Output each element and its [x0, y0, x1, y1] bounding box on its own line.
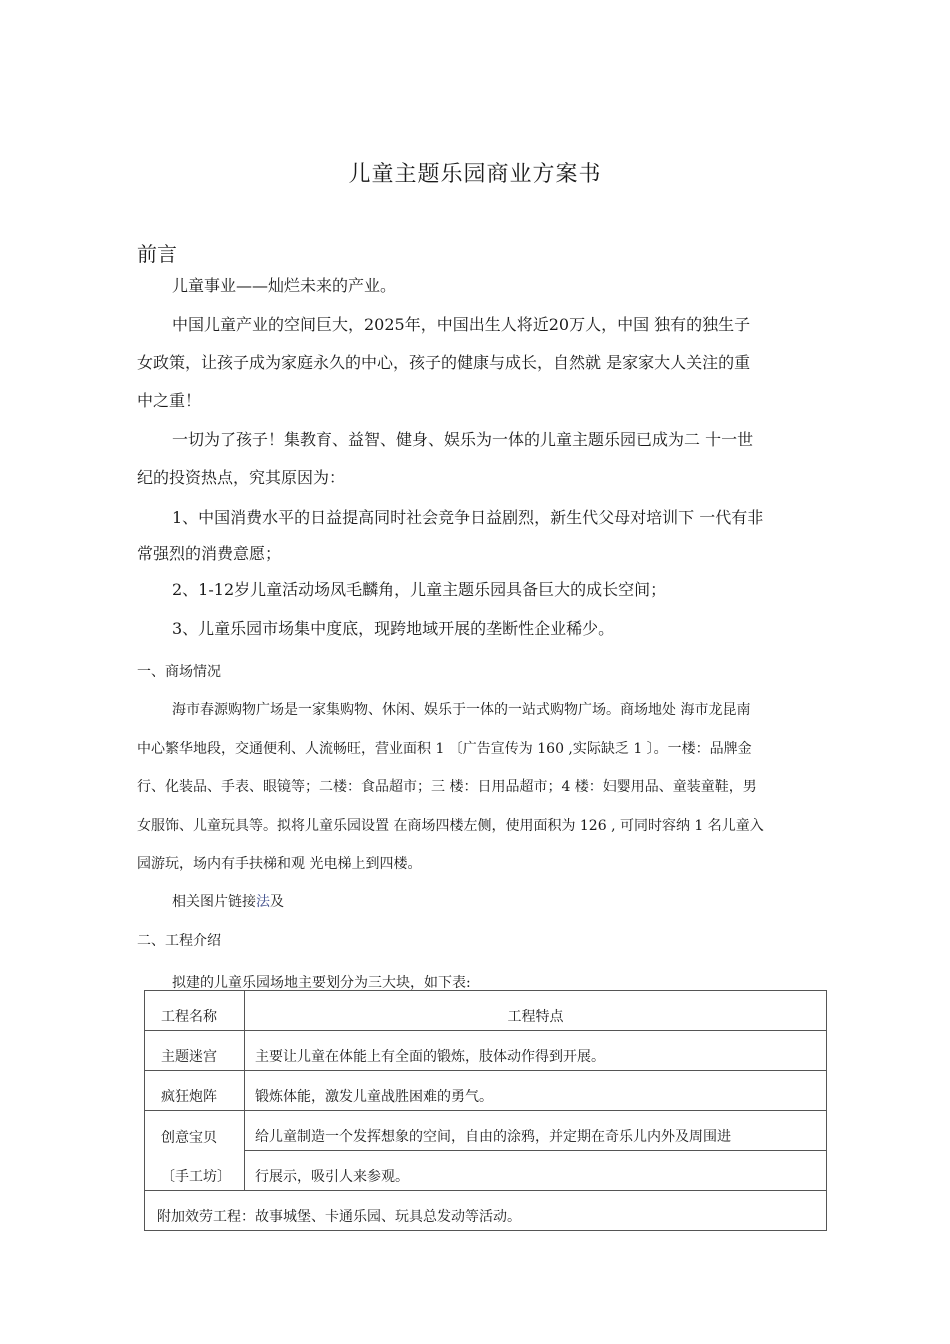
- project-desc-cell: 行展示，吸引人来参观。: [245, 1151, 827, 1191]
- project-name-cell: 〔手工坊〕: [145, 1151, 245, 1191]
- header-cell-features: 工程特点: [245, 991, 827, 1031]
- page-title: 儿童主题乐园商业方案书: [348, 162, 602, 187]
- table-header-row: [145, 991, 827, 1031]
- section1-line: 女服饰、儿童玩具等。拟将儿童乐园设置 在商场四楼左侧，使用面积为 126 , 可同时容纳 1 名儿童入: [137, 818, 764, 834]
- section1-heading: 一、商场情况: [137, 664, 221, 680]
- related-images-prefix: 相关图片链接: [172, 894, 256, 910]
- project-desc-cell: 给儿童制造一个发挥想象的空间，自由的涂鸦，并定期在奇乐儿内外及周围进: [245, 1111, 827, 1151]
- section2-heading: 二、工程介绍: [137, 933, 221, 949]
- section1-line: 海市春源购物广场是一家集购物、休闲、娱乐于一体的一站式购物广场。商场地处 海市龙昆南: [172, 702, 751, 718]
- project-name-cell: 创意宝贝: [145, 1111, 245, 1151]
- project-table: [144, 990, 827, 1231]
- preface-line: 1、中国消费水平的日益提高同时社会竞争日益剧烈，新生代父母对培训下 一代有非: [172, 508, 764, 527]
- preface-heading: 前言: [137, 242, 177, 266]
- related-images-suffix: 及: [270, 894, 284, 910]
- table-row: [145, 1031, 827, 1071]
- additional-services-cell: 附加效劳工程：故事城堡、卡通乐园、玩具总发动等活动。: [145, 1191, 827, 1231]
- preface-line: 儿童事业——灿烂未来的产业。: [172, 276, 397, 295]
- related-images-line: [172, 891, 284, 911]
- preface-line: 女政策，让孩子成为家庭永久的中心，孩子的健康与成长，自然就 是家家大人关注的重: [137, 353, 751, 372]
- preface-line: 中国儿童产业的空间巨大，2025年，中国出生人将近20万人，中国 独有的独生子: [172, 315, 751, 334]
- section1-line: 园游玩，场内有手扶梯和观 光电梯上到四楼。: [137, 856, 422, 872]
- preface-line: 纪的投资热点，究其原因为：: [137, 468, 346, 487]
- header-cell-name: 工程名称: [145, 991, 245, 1031]
- project-desc-cell: 主要让儿童在体能上有全面的锻炼，肢体动作得到开展。: [245, 1031, 827, 1071]
- table-caption: 拟建的儿童乐园场地主要划分为三大块，如下表:: [172, 975, 471, 991]
- related-images-link[interactable]: 法: [256, 894, 270, 910]
- table-row: [145, 1151, 827, 1191]
- project-name-cell: 主题迷宫: [145, 1031, 245, 1071]
- preface-line: 3、儿童乐园市场集中度底，现跨地域开展的垄断性企业稀少。: [172, 619, 615, 638]
- preface-line: 中之重！: [137, 391, 202, 410]
- section1-line: 中心繁华地段，交通便利、人流畅旺，营业面积 1 〔广告宣传为 160 ,实际缺乏 1 〕。一楼：品牌金: [137, 741, 752, 757]
- table-row: [145, 1071, 827, 1111]
- preface-line: 2、1-12岁儿童活动场凤毛麟角，儿童主题乐园具备巨大的成长空间；: [172, 580, 667, 599]
- section1-line: 行、化装品、手表、眼镜等；二楼：食品超市；三 楼：日用品超市；4 楼：妇婴用品、童装童鞋，男: [137, 779, 757, 795]
- preface-line: 常强烈的消费意愿；: [137, 544, 282, 563]
- preface-line: 一切为了孩子！集教育、益智、健身、娱乐为一体的儿童主题乐园已成为二 十一世: [172, 430, 754, 449]
- table-row: [145, 1111, 827, 1151]
- project-name-cell: 疯狂炮阵: [145, 1071, 245, 1111]
- project-desc-cell: 锻炼体能，激发儿童战胜困难的勇气。: [245, 1071, 827, 1111]
- table-footer-row: [145, 1191, 827, 1231]
